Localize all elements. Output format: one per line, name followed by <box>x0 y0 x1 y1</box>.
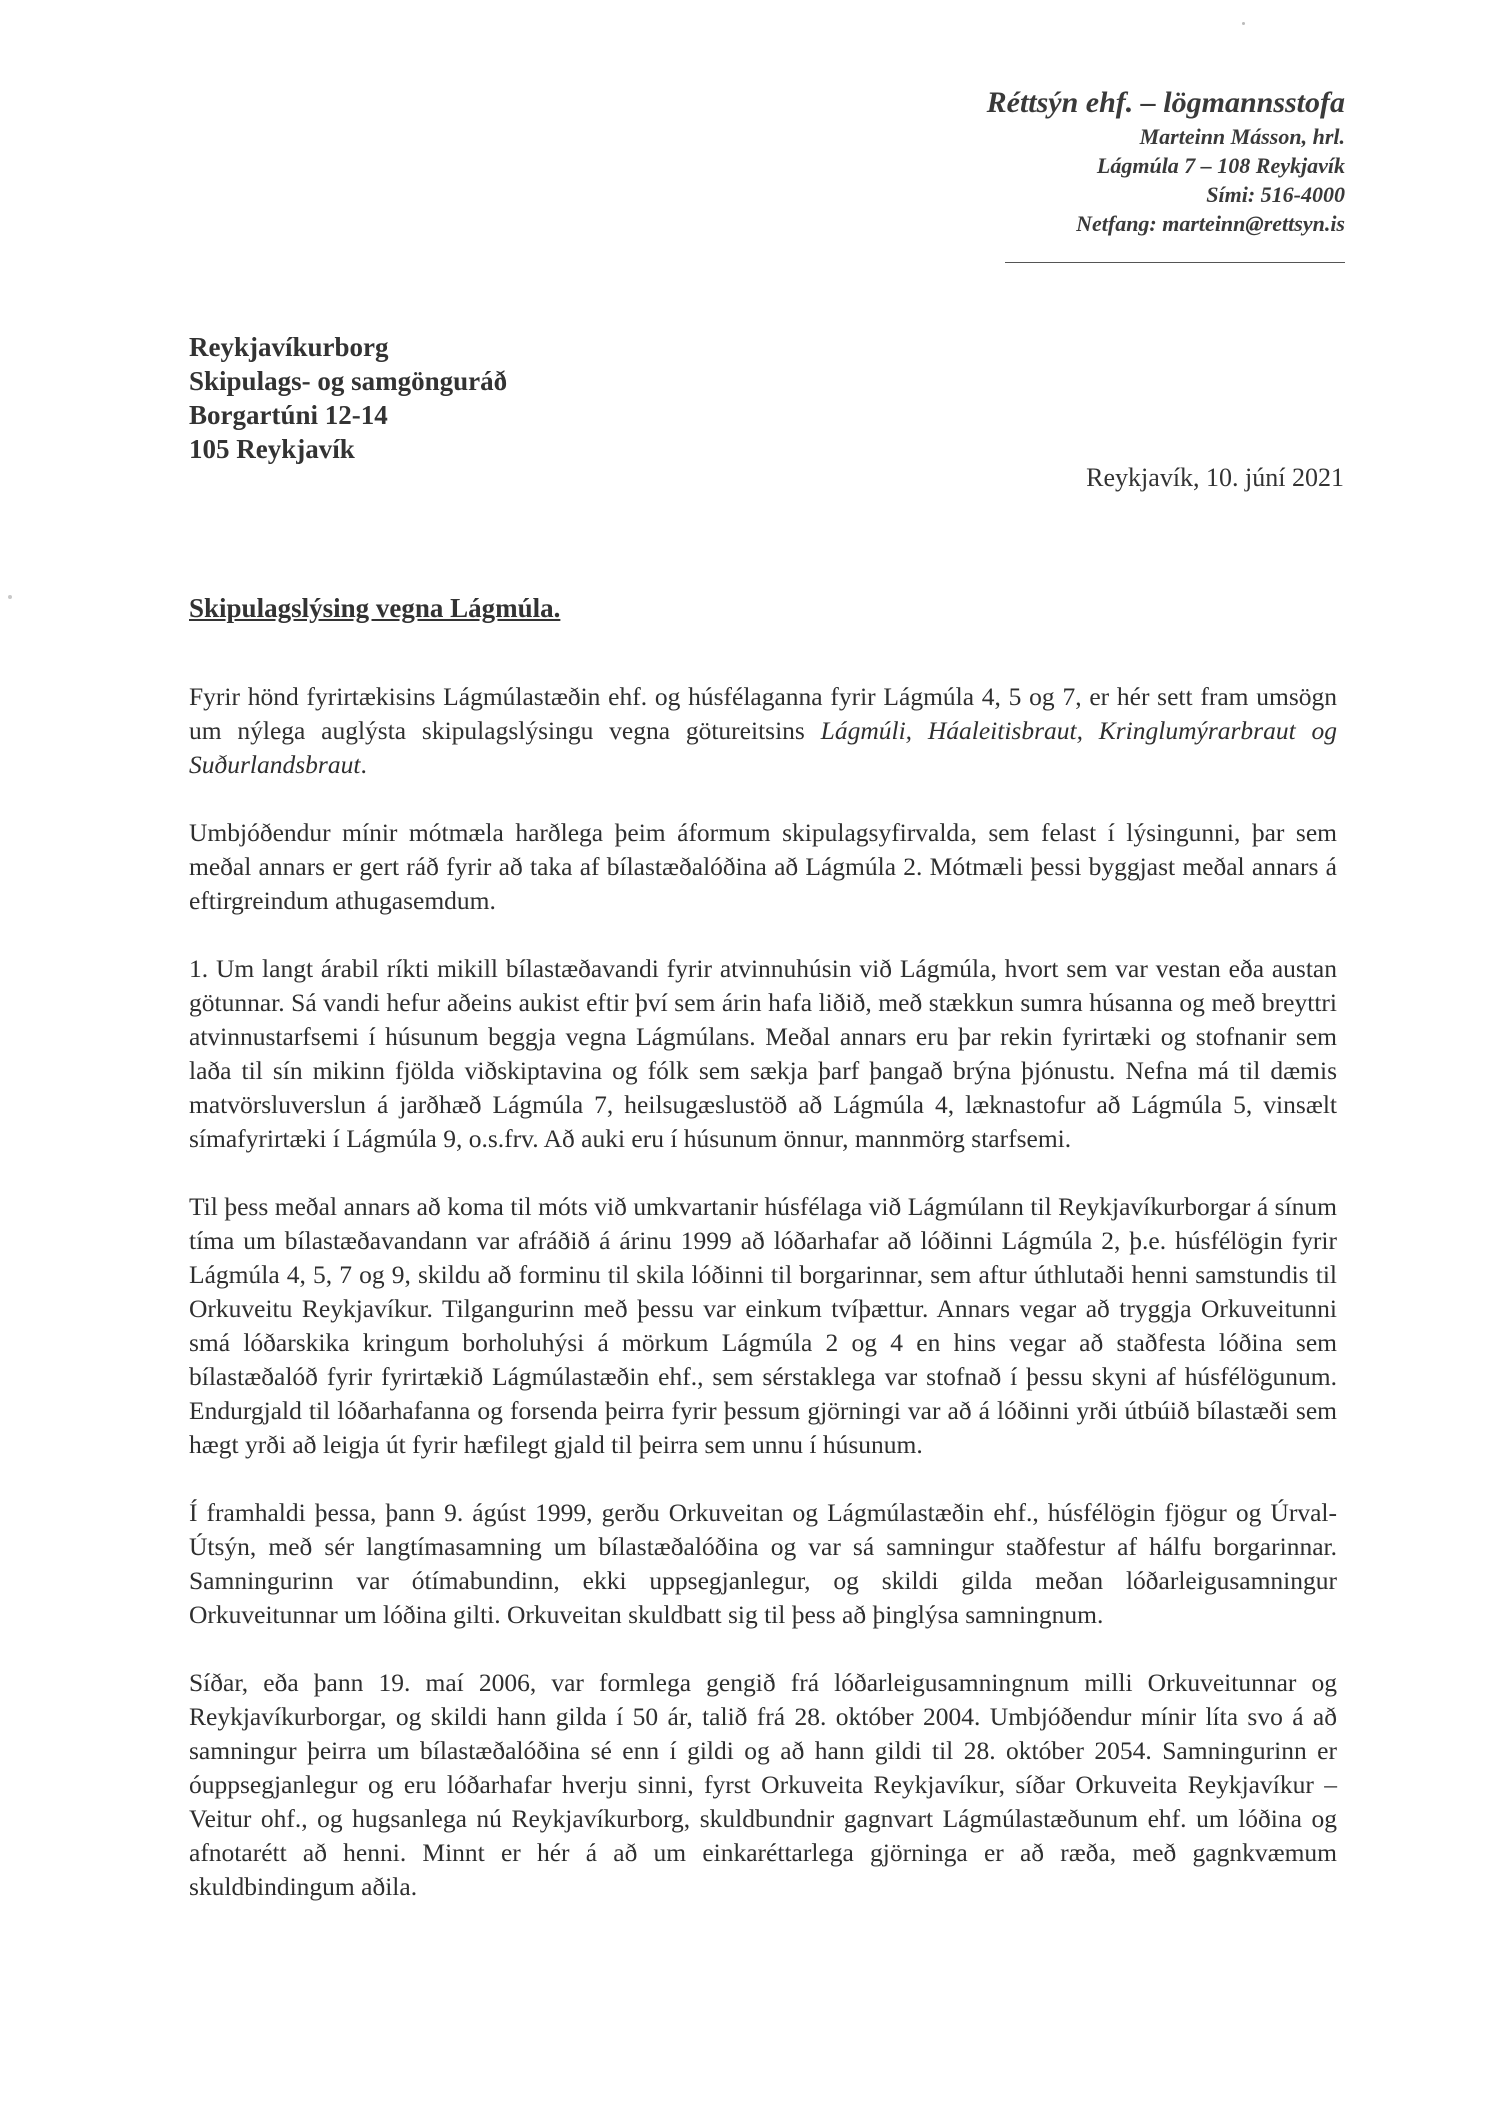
paragraph-lease: Síðar, eða þann 19. maí 2006, var formlega gengið frá lóðarleigusamningnum milli Orkuveitunnar og Reykjavíkurborgar, og skildi hann gilda í 50 ár, talið frá 28. október 2004. Umbjóðendur mínir líta svo á að samningur þeirra um bílastæðalóðina sé enn í gildi og að hann gildi til 28. október 2054. Samningurinn er óuppsegjanlegur og eru lóðarhafar hverju sinni, fyrst Orkuveita Reykjavíkur, síðar Orkuveita Reykjavíkur – Veitur ohf., og hugsanlega nú Reykjavíkurborg, skuldbundnir gagnvart Lágmúlastæðunum ehf. um lóðina og afnotarétt að henni. Minnt er hér á að um einkaréttarlega gjörninga er að ræða, með gagnkvæmum skuldbindingum aðila. <box>189 1668 1337 1901</box>
recipient-department: Skipulags- og samgönguráð <box>189 366 508 396</box>
paragraph-point-1: 1. Um langt árabil ríkti mikill bílastæðavandi fyrir atvinnuhúsin við Lágmúla, hvort sem var vestan eða austan götunnar. Sá vandi hefur aðeins aukist eftir því sem árin hafa liðið, með stækkun sumra húsanna og með breyttri atvinnustarfsemi í húsunum beggja vegna Lágmúlans. Meðal annars eru þar rekin fyrirtæki og stofnanir sem laða til sín mikinn fjölda viðskiptavina og fólk sem sækja þarf þangað brýna þjónustu. Nefna má til dæmis matvörsluverslun á jarðhæð Lágmúla 7, heilsugæslustöð að Lágmúla 4, læknastofur að Lágmúla 5, vinsælt símafyrirtæki í Lágmúla 9, o.s.frv. Að auki eru í húsunum önnur, mannmörg starfsemi. <box>189 954 1337 1153</box>
firm-name: Réttsýn ehf. – lögmannsstofa <box>986 86 1345 119</box>
letter-subject: Skipulagslýsing vegna Lágmúla. <box>189 593 561 623</box>
scan-speck <box>8 595 12 599</box>
recipient-name: Reykjavíkurborg <box>189 332 389 362</box>
firm-email: Netfang: marteinn@rettsyn.is <box>1076 211 1345 236</box>
recipient-street: Borgartúni 12-14 <box>189 400 388 430</box>
paragraph-agreement: Í framhaldi þessa, þann 9. ágúst 1999, gerðu Orkuveitan og Lágmúlastæðin ehf., húsfélögin fjögur og Úrval-Útsýn, með sér langtímasamning um bílastæðalóðina og var sá samningur staðfestur af hálfu borgarinnar. Samningurinn var ótímabundinn, ekki uppsegjanlegur, og skildi gilda meðan lóðarleigusamningur Orkuveitunnar um lóðina gilti. Orkuveitan skuldbatt sig til þess að þinglýsa samningnum. <box>189 1498 1337 1629</box>
scan-speck <box>1242 22 1245 25</box>
paragraph-intro <box>189 680 1337 782</box>
firm-address: Lágmúla 7 – 108 Reykjavík <box>1096 153 1345 178</box>
recipient-block <box>189 330 507 466</box>
paragraph-intro-italic: Lágmúli, Háaleitisbraut, Kringlumýrarbraut og Suðurlandsbraut <box>189 716 1337 779</box>
letterhead <box>987 84 1345 238</box>
lawyer-name: Marteinn Másson, hrl. <box>1139 124 1345 149</box>
recipient-city: 105 Reykjavík <box>189 434 355 464</box>
letter-date: Reykjavík, 10. júní 2021 <box>1086 463 1344 492</box>
paragraph-intro-end: . <box>360 750 367 779</box>
paragraph-intro-text: Fyrir hönd fyrirtækisins Lágmúlastæðin ehf. og húsfélaganna fyrir Lágmúla 4, 5 og 7, er hér sett fram umsögn um nýlega auglýsta skipulagslýsingu vegna götureitsins <box>189 682 1337 745</box>
letter-body <box>189 680 1337 1938</box>
paragraph-history: Til þess meðal annars að koma til móts við umkvartanir húsfélaga við Lágmúlann til Reykjavíkurborgar á sínum tíma um bílastæðavandann var afráðið á árinu 1999 að lóðarhafar að lóðinni Lágmúla 2, þ.e. húsfélögin fyrir Lágmúla 4, 5, 7 og 9, skildu að forminu til skila lóðinni til borgarinnar, sem aftur úthlutaði henni samstundis til Orkuveitu Reykjavíkur. Tilgangurinn með þessu var einkum tvíþættur. Annars vegar að tryggja Orkuveitunni smá lóðarskika kringum borholuhýsi á mörkum Lágmúla 2 og 4 en hins vegar að staðfesta lóðina sem bílastæðalóð fyrir fyrirtækið Lágmúlastæðin ehf., sem sérstaklega var stofnað í þessu skyni af húsfélögunum. Endurgjald til lóðarhafanna og forsenda þeirra fyrir þessum gjörningi var að á lóðinni yrði útbúið bílastæði sem hægt yrði að leigja út fyrir hæfilegt gjald til þeirra sem unnu í húsunum. <box>189 1192 1337 1459</box>
paragraph-objection: Umbjóðendur mínir mótmæla harðlega þeim áformum skipulagsyfirvalda, sem felast í lýsingunni, þar sem meðal annars er gert ráð fyrir að taka af bílastæðalóðina að Lágmúla 2. Mótmæli þessi byggjast meðal annars á eftirgreindum athugasemdum. <box>189 818 1337 915</box>
letterhead-divider <box>1005 262 1345 263</box>
firm-phone: Sími: 516-4000 <box>1206 182 1345 207</box>
